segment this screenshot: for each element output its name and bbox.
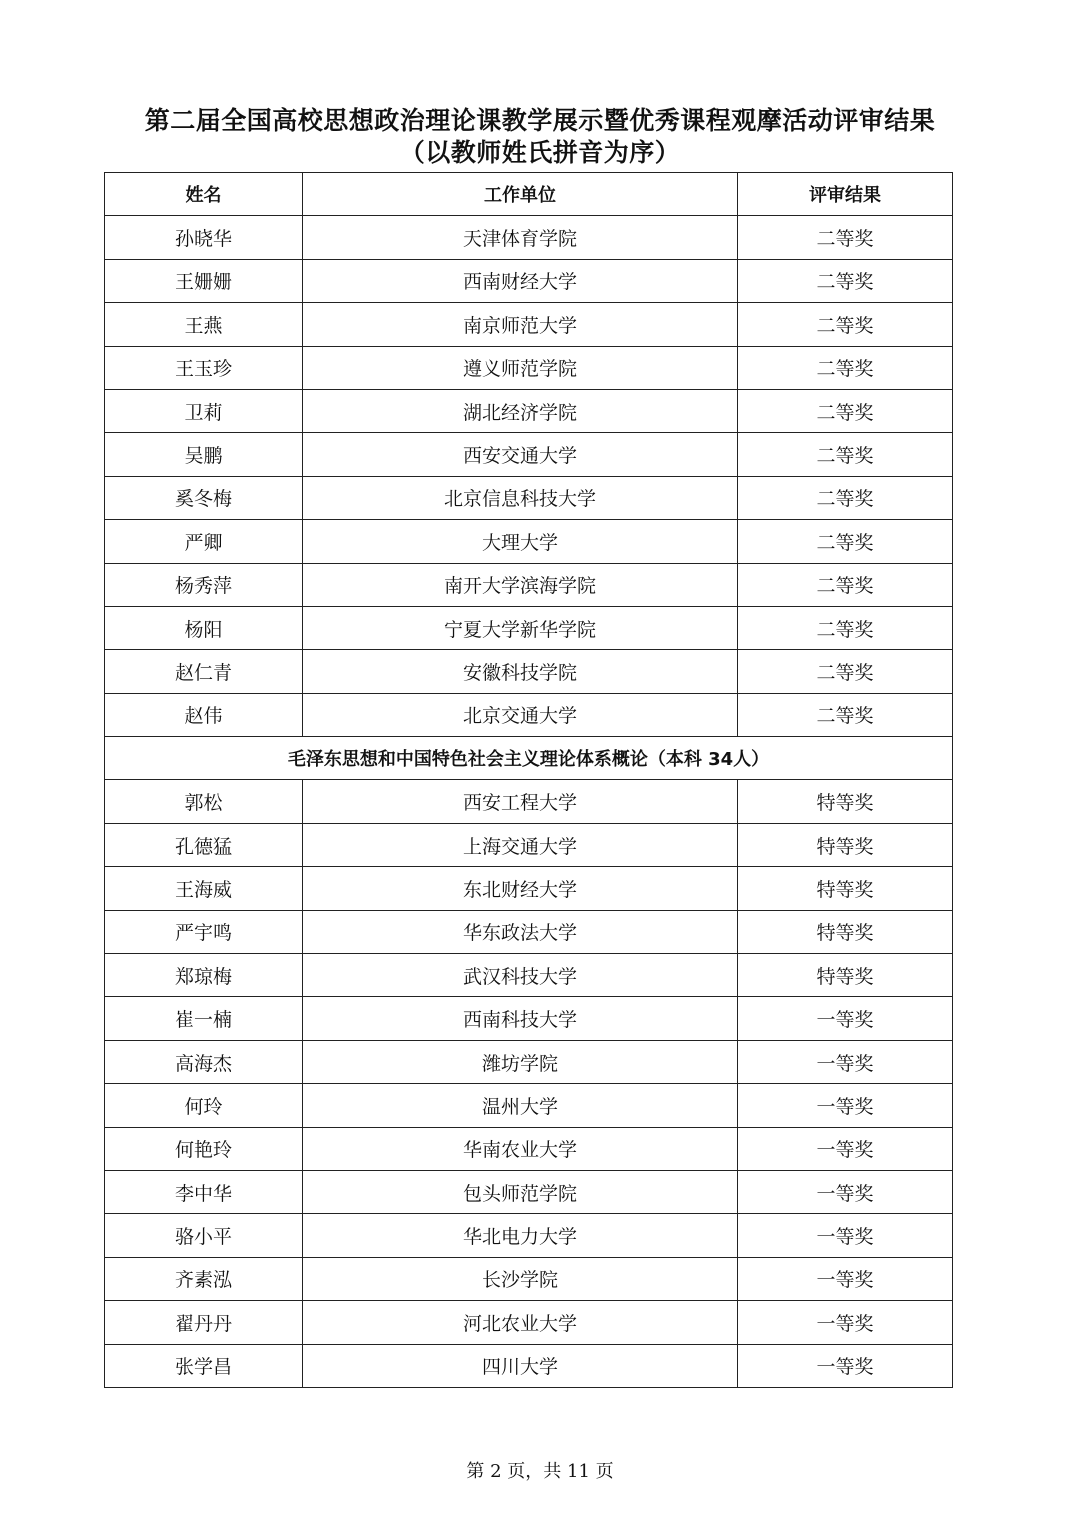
table-row [105, 476, 953, 519]
cell-name: 高海杰 [105, 1040, 303, 1083]
cell-name: 赵仁青 [105, 650, 303, 693]
cell-result: 二等奖 [738, 563, 953, 606]
cell-result: 二等奖 [738, 476, 953, 519]
cell-name: 严卿 [105, 520, 303, 563]
cell-unit: 华南农业大学 [303, 1127, 738, 1170]
cell-unit: 北京交通大学 [303, 693, 738, 736]
table-row [105, 997, 953, 1040]
table-row [105, 650, 953, 693]
section-title: 毛泽东思想和中国特色社会主义理论体系概论（本科 34人） [105, 737, 953, 780]
cell-unit: 潍坊学院 [303, 1040, 738, 1083]
table-row [105, 346, 953, 389]
cell-name: 张学昌 [105, 1344, 303, 1387]
results-table [104, 172, 953, 1388]
cell-result: 一等奖 [738, 1170, 953, 1213]
document-subtitle: （以教师姓氏拼音为序） [399, 138, 681, 167]
header-unit: 工作单位 [303, 173, 738, 216]
cell-name: 吴鹏 [105, 433, 303, 476]
cell-unit: 天津体育学院 [303, 216, 738, 259]
cell-result: 特等奖 [738, 823, 953, 866]
table-row [105, 1257, 953, 1300]
cell-unit: 武汉科技大学 [303, 954, 738, 997]
cell-result: 二等奖 [738, 216, 953, 259]
table-row [105, 606, 953, 649]
cell-name: 卫莉 [105, 389, 303, 432]
table-header-row [105, 173, 953, 216]
cell-result: 特等奖 [738, 867, 953, 910]
cell-unit: 遵义师范学院 [303, 346, 738, 389]
cell-result: 一等奖 [738, 1214, 953, 1257]
table-row [105, 693, 953, 736]
cell-result: 二等奖 [738, 693, 953, 736]
cell-name: 王玉珍 [105, 346, 303, 389]
cell-unit: 四川大学 [303, 1344, 738, 1387]
table-row [105, 1344, 953, 1387]
cell-result: 一等奖 [738, 1040, 953, 1083]
cell-unit: 西南财经大学 [303, 259, 738, 302]
table-row [105, 216, 953, 259]
cell-name: 孔德猛 [105, 823, 303, 866]
cell-name: 李中华 [105, 1170, 303, 1213]
cell-result: 二等奖 [738, 259, 953, 302]
cell-unit: 西安工程大学 [303, 780, 738, 823]
cell-unit: 宁夏大学新华学院 [303, 606, 738, 649]
cell-name: 郭松 [105, 780, 303, 823]
table-row [105, 1127, 953, 1170]
cell-unit: 南开大学滨海学院 [303, 563, 738, 606]
cell-result: 二等奖 [738, 346, 953, 389]
table-row [105, 1084, 953, 1127]
cell-unit: 华北电力大学 [303, 1214, 738, 1257]
table-row [105, 1301, 953, 1344]
cell-name: 严宇鸣 [105, 910, 303, 953]
cell-result: 二等奖 [738, 520, 953, 563]
table-row [105, 823, 953, 866]
table-row [105, 563, 953, 606]
document-title: 第二届全国高校思想政治理论课教学展示暨优秀课程观摩活动评审结果 [144, 106, 936, 135]
cell-result: 二等奖 [738, 303, 953, 346]
cell-unit: 温州大学 [303, 1084, 738, 1127]
cell-result: 二等奖 [738, 606, 953, 649]
table-row [105, 433, 953, 476]
cell-unit: 华东政法大学 [303, 910, 738, 953]
cell-name: 孙晓华 [105, 216, 303, 259]
cell-result: 二等奖 [738, 433, 953, 476]
cell-result: 一等奖 [738, 1344, 953, 1387]
cell-unit: 包头师范学院 [303, 1170, 738, 1213]
cell-unit: 南京师范大学 [303, 303, 738, 346]
table-row [105, 520, 953, 563]
table-row [105, 910, 953, 953]
header-name: 姓名 [105, 173, 303, 216]
cell-name: 杨阳 [105, 606, 303, 649]
cell-result: 一等奖 [738, 1257, 953, 1300]
cell-name: 王海威 [105, 867, 303, 910]
table-row [105, 780, 953, 823]
cell-result: 特等奖 [738, 954, 953, 997]
page-footer: 第 2 页，共 11 页 [466, 1461, 614, 1482]
cell-unit: 长沙学院 [303, 1257, 738, 1300]
cell-unit: 东北财经大学 [303, 867, 738, 910]
cell-unit: 大理大学 [303, 520, 738, 563]
cell-name: 郑琼梅 [105, 954, 303, 997]
table-row [105, 303, 953, 346]
table-row [105, 1040, 953, 1083]
cell-unit: 湖北经济学院 [303, 389, 738, 432]
table-body [105, 216, 953, 1388]
cell-name: 杨秀萍 [105, 563, 303, 606]
cell-result: 一等奖 [738, 1301, 953, 1344]
table-row [105, 1170, 953, 1213]
cell-name: 奚冬梅 [105, 476, 303, 519]
cell-name: 何玲 [105, 1084, 303, 1127]
cell-result: 二等奖 [738, 389, 953, 432]
cell-result: 二等奖 [738, 650, 953, 693]
table-row [105, 867, 953, 910]
cell-unit: 河北农业大学 [303, 1301, 738, 1344]
cell-unit: 西安交通大学 [303, 433, 738, 476]
table-row [105, 389, 953, 432]
cell-unit: 北京信息科技大学 [303, 476, 738, 519]
cell-name: 王燕 [105, 303, 303, 346]
table-row [105, 259, 953, 302]
cell-name: 赵伟 [105, 693, 303, 736]
cell-name: 王姗姗 [105, 259, 303, 302]
cell-result: 一等奖 [738, 1084, 953, 1127]
cell-name: 齐素泓 [105, 1257, 303, 1300]
cell-unit: 安徽科技学院 [303, 650, 738, 693]
cell-result: 特等奖 [738, 910, 953, 953]
cell-name: 翟丹丹 [105, 1301, 303, 1344]
table-row [105, 954, 953, 997]
table-row [105, 1214, 953, 1257]
cell-result: 一等奖 [738, 1127, 953, 1170]
cell-name: 崔一楠 [105, 997, 303, 1040]
cell-name: 何艳玲 [105, 1127, 303, 1170]
section-row [105, 737, 953, 780]
header-result: 评审结果 [738, 173, 953, 216]
cell-unit: 西南科技大学 [303, 997, 738, 1040]
cell-result: 一等奖 [738, 997, 953, 1040]
cell-result: 特等奖 [738, 780, 953, 823]
cell-name: 骆小平 [105, 1214, 303, 1257]
cell-unit: 上海交通大学 [303, 823, 738, 866]
